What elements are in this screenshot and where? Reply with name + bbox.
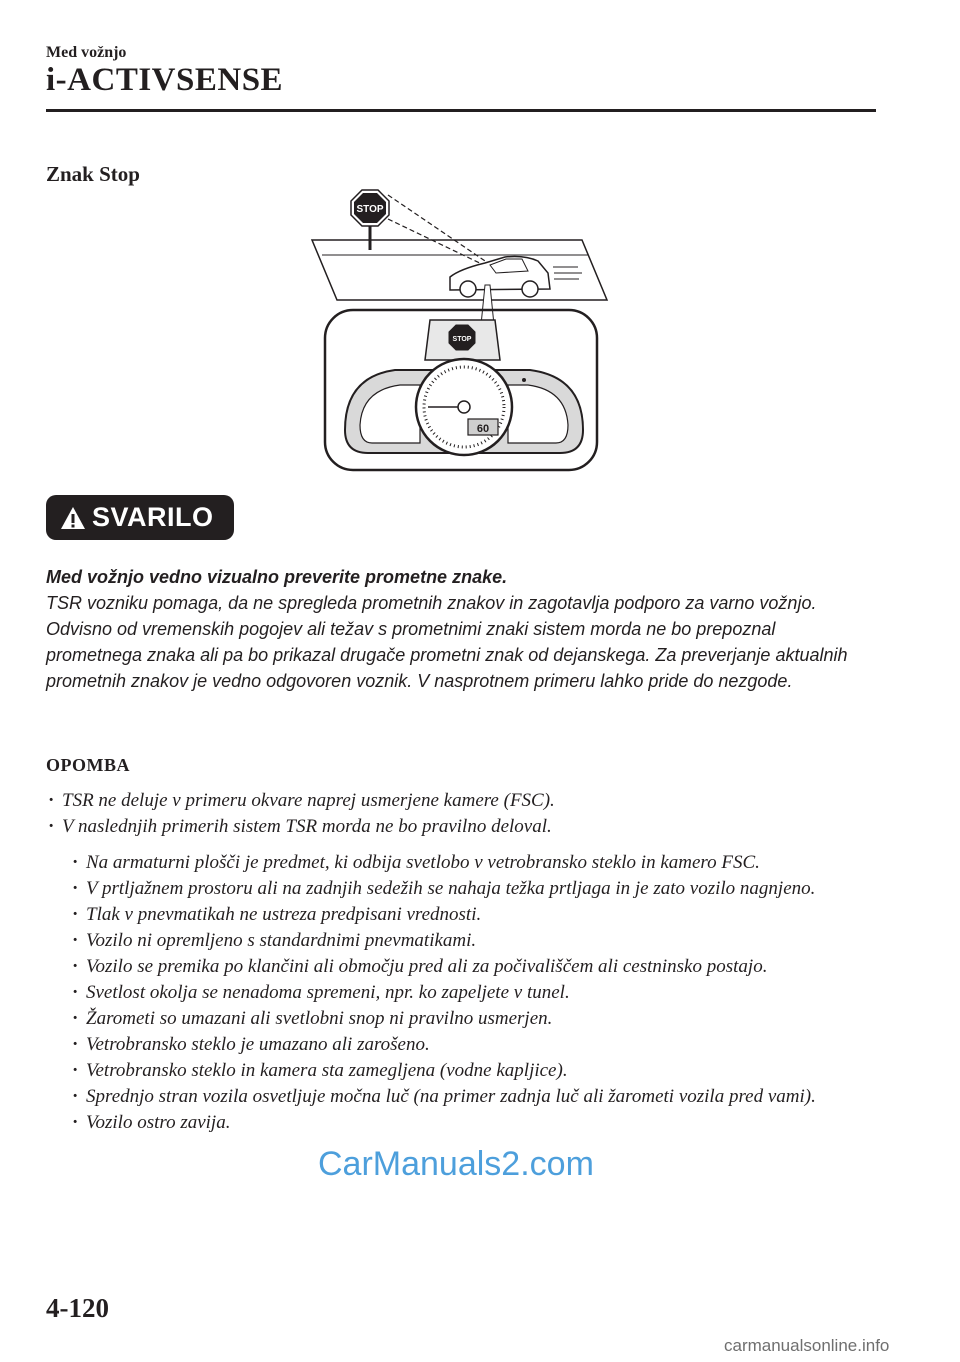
list-item: · Sprednjo stran vozila osvetljuje močna luč (na primer zadnja luč ali žarometi vozila pred vami). <box>70 1084 876 1110</box>
section-label: Med vožnjo <box>46 44 127 61</box>
list-item: · Vozilo ostro zavija. <box>70 1110 876 1136</box>
watermark-footer-link[interactable]: carmanualsonline.info <box>724 1336 890 1355</box>
note-title: OPOMBA <box>46 755 130 775</box>
list-item: · Žarometi so umazani ali svetlobni snop ni pravilno usmerjen. <box>70 1006 876 1032</box>
subsection-title: Znak Stop <box>46 162 140 186</box>
warning-lead: Med vožnjo vedno vizualno preverite prometne znake. <box>46 567 508 587</box>
header-divider <box>46 109 876 112</box>
list-item: · Vetrobransko steklo in kamera sta zamegljena (vodne kapljice). <box>70 1058 876 1084</box>
warning-paragraph: TSR vozniku pomaga, da ne spregleda prometnih znakov in zagotavlja podporo za varno vožnjo. Odvisno od vremenskih pogojev ali težav s prometnimi znaki sistem morda ne bo prepoznal prometnega znaka ali pa bo prikazal drugače prometni znak od dejanskega. Za preverjanje aktualnih prometnih znakov je vedno odgovoren voznik. V nasprotnem primeru lahko pride do nezgode. <box>46 593 848 691</box>
list-item: · Svetlost okolja se nenadoma spremeni, npr. ko zapeljete v tunel. <box>70 980 876 1006</box>
warning-triangle-icon <box>60 505 86 531</box>
stop-sign-text: STOP <box>356 204 384 215</box>
page-title: i-ACTIVSENSE <box>46 62 284 98</box>
warning-label: SVARILO <box>92 502 214 532</box>
list-item: · Na armaturni plošči je predmet, ki odbija svetlobo v vetrobransko steklo in kamero FSC. <box>70 850 876 876</box>
warning-badge <box>46 495 234 540</box>
speed-readout: 60 <box>476 423 490 435</box>
list-item: · V prtljažnem prostoru ali na zadnjih sedežih se nahaja težka prtljaga in je zato vozilo nagnjeno. <box>70 876 876 902</box>
warning-text <box>46 564 876 694</box>
page-number: 4-120 <box>46 1293 109 1323</box>
stop-sign-car-dashboard-illustration <box>300 185 620 475</box>
list-item: · Vozilo se premika po klančini ali območju pred ali za počivališčem ali cestninsko postajo. <box>70 954 876 980</box>
dashboard-stop-text: STOP <box>452 336 472 343</box>
car-icon <box>450 257 582 298</box>
list-item: · Vozilo ni opremljeno s standardnimi pnevmatikami. <box>70 928 876 954</box>
list-item: · V naslednjih primerih sistem TSR morda ne bo pravilno deloval. <box>46 814 876 840</box>
note-list <box>46 788 876 1136</box>
list-item: · TSR ne deluje v primeru okvare naprej usmerjene kamere (FSC). <box>46 788 876 814</box>
watermark-link[interactable]: CarManuals2.com <box>318 1145 594 1183</box>
list-item: · Tlak v pnevmatikah ne ustreza predpisani vrednosti. <box>70 902 876 928</box>
list-item: · Vetrobransko steklo je umazano ali zarošeno. <box>70 1032 876 1058</box>
